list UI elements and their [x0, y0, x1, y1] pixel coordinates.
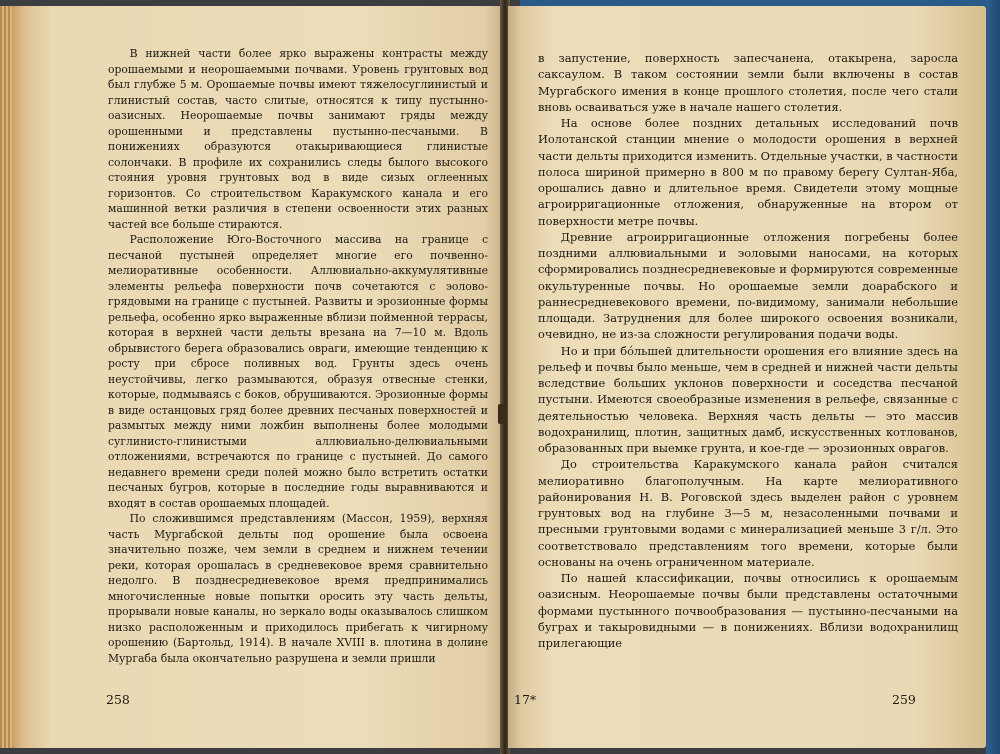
paragraph: По нашей классификации, почвы относились к орошаемым оазисным. Неорошаемые почвы были представлены остаточными формами пустынного почвообразования — пустынно-песчаными на буграх и такыровидными — в понижениях. Вблизи водохранилищ прилегающие — [538, 571, 958, 650]
left-text-column — [108, 46, 488, 666]
paragraph: В нижней части более ярко выражены контрасты между орошаемыми и неорошаемыми почвами. Уровень грунтовых вод был глубже 5 м. Орошаемые почвы имеют тяжелосуглинистый и глинистый состав, часто слитые, относятся к типу пустынно-оазисных. Неорошаемые почвы занимают гряды между орошенными и представлены пустынно-песчаными. В понижениях образуются отакыривающиеся глинистые солончаки. В профиле их сохранились следы былого высокого стояния уровня грунтовых вод в виде сизых оглеенных горизонтов. Со строительством Каракумского канала и его машинной ветки различия в степени освоенности этих разных частей все больше стираются. — [108, 47, 488, 231]
right-text-column — [538, 50, 958, 651]
signature-mark: 17* — [514, 692, 537, 707]
paragraph: Расположение Юго-Восточного массива на границе с песчаной пустыней определяет многие его почвенно-мелиоративные особенности. Аллювиально-аккумулятивные элементы рельефа поверхности почв сочетаются с эолово-грядовыми на границе с пустыней. Развиты и эрозионные формы рельефа, особенно ярко выраженные вблизи пойменной террасы, которая в верхней части дельты врезана на 7—10 м. Вдоль обрывистого берега образовались овраги, имеющие тенденцию к росту при сбросе поливных вод. Грунты здесь очень неустойчивы, легко размываются, образуя отвесные стенки, которые, подмываясь с боков, обрушиваются. Эрозионные формы в виде останцовых гряд более древних песчаных поверхностей и размытых между ними ложбин выполнены более молодыми суглинисто-глинистыми аллювиально-делювиальными отложениями, встречаются по границе с пустыней. До самого недавнего времени среди полей можно было встретить остатки песчаных бугров, которые в последние годы выравниваются и входят в состав орошаемых площадей. — [108, 233, 488, 510]
left-page — [12, 6, 504, 748]
page-number-left: 258 — [106, 692, 130, 707]
paragraph: Но и при бóльшей длительности орошения его влияние здесь на рельеф и почвы было меньше, чем в средней и нижней части дельты вследствие больших уклонов поверхности и соседства песчаной пустыни. Имеются своеобразные изменения в рельефе, связанные с деятельностью человека. Верхняя часть дельты — это массив водохранилищ, плотин, защитных дамб, искусственных котлованов, образованных при выемке грунта, и кое-где — эрозионных оврагов. — [538, 343, 958, 455]
page-number-right: 259 — [892, 692, 916, 707]
paragraph: До строительства Каракумского канала район считался мелиоративно благополучным. На карте мелиоративного районирования Н. В. Роговской здесь выделен район с уровнем грунтовых вод на глубине 3—5 м, незасоленными почвами и пресными грунтовыми водами с минерализацией меньше 3 г/л. Это соответствовало представлениям того времени, которые были основаны на очень ограниченном материале. — [538, 457, 958, 569]
binding-staple — [498, 404, 506, 424]
paragraph: Древние агроирригационные отложения погребены более поздними аллювиальными и эоловыми наносами, на которых сформировались позднесредневековые и формируются современные окультуренные почвы. Но орошаемые земли доарабского и раннесредневекового времени, по-видимому, занимали небольшие площади. Затруднения для более широкого освоения возникали, очевидно, не из-за сложности регулирования подачи воды. — [538, 229, 958, 342]
paragraph: По сложившимся представлениям (Массон, 1959), верхняя часть Мургабской дельты под орошение была освоена значительно позже, чем земли в среднем и нижнем течении реки, которая орошалась в средневековое время сравнительно недолго. В позднесредневековое время предпринимались многочисленные новые попытки оросить эту часть дельты, прорывали новые каналы, но зеркало воды оказывалось слишком низко расположенным и приходилось прибегать к чигирному орошению (Бартольд, 1914). В начале XVIII в. плотина в долине Мургаба была окончательно разрушена и земли пришли — [108, 512, 488, 665]
cover-edge-right — [986, 0, 1000, 754]
paragraph: На основе более поздних детальных исследований почв Иолотанской станции мнение о молодости орошения в верхней части дельты приходится изменить. Отдельные участки, в частности полоса шириной примерно в 800 м по правому берегу Султан-Яба, орошались давно и длительное время. Свидетели этому мощные агроирригационные отложения, обнаруженные на втором от поверхности метре почвы. — [538, 116, 958, 228]
paragraph-continuation: в запустение, поверхность запесчанена, отакырена, заросла саксаулом. В таком состоянии земли были включены в состав Мургабского имения в конце прошлого столетия, после чего стали вновь осваиваться уже в начале нашего столетия. — [538, 51, 958, 114]
right-page — [508, 6, 986, 748]
